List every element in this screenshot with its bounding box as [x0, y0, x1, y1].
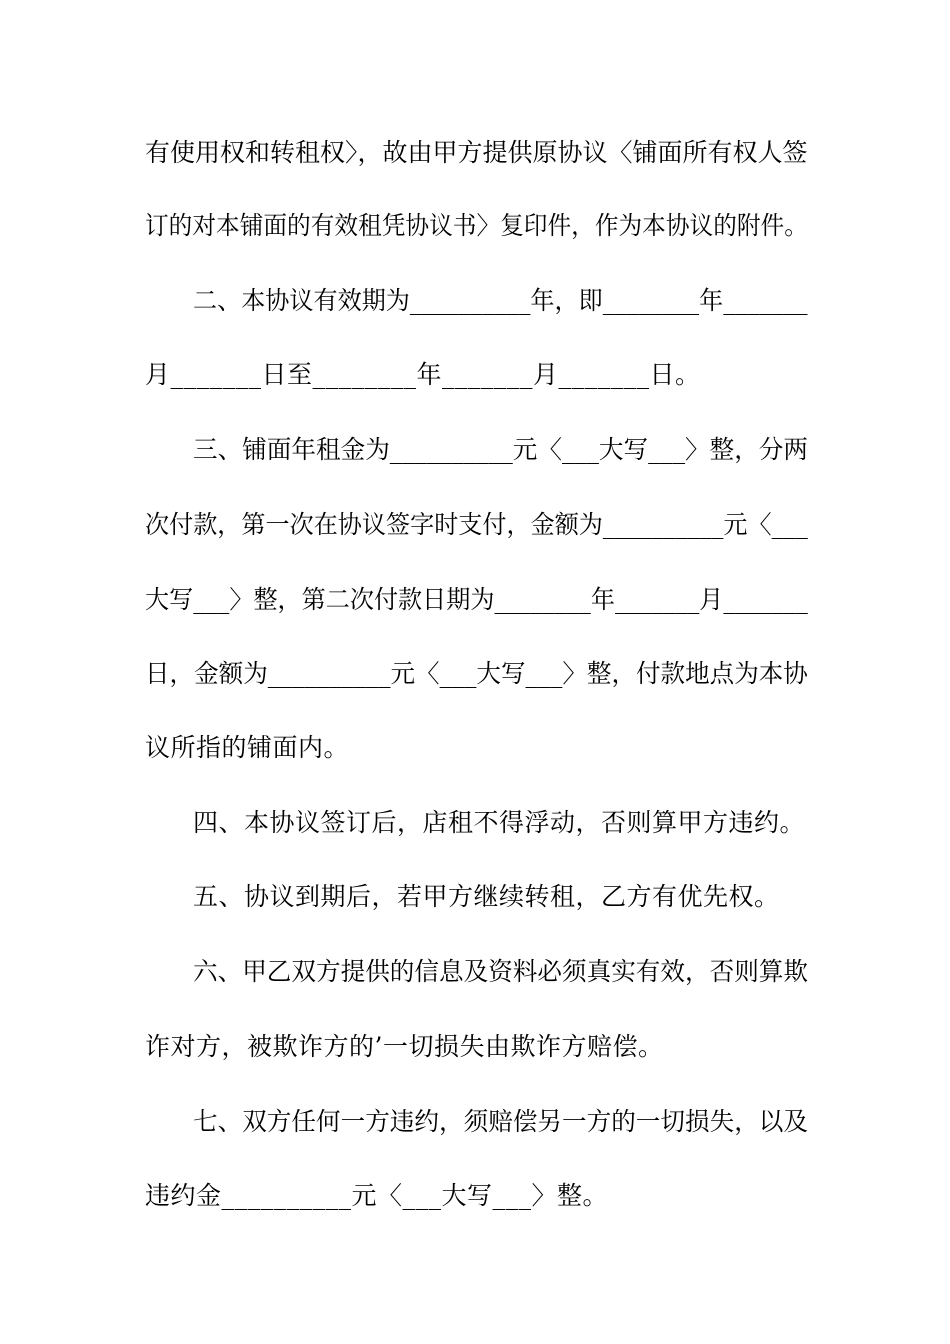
clause-6-line: 六、甲乙双方提供的信息及资料必须真实有效，否则算欺: [193, 957, 809, 986]
text-line: 大写___〉整，第二次付款日期为________年_______月_______: [145, 585, 808, 614]
text-line: 违约金__________元〈___大写___〉整。: [145, 1181, 609, 1210]
text-line: 议所指的铺面内。: [145, 733, 350, 762]
text-line: 次付款，第一次在协议签字时支付，金额为__________元〈___: [145, 510, 808, 539]
clause-4-line: 四、本协议签订后，店租不得浮动，否则算甲方违约。: [193, 808, 806, 837]
text-line: 订的对本铺面的有效租凭协议书〉复印件，作为本协议的附件。: [145, 211, 808, 240]
clause-2-line: 二、本协议有效期为__________年，即________年_______: [193, 286, 808, 315]
text-line: 诈对方，被欺诈方的’一切损失由欺诈方赔偿。: [145, 1032, 664, 1061]
clause-7-line: 七、双方任何一方违约，须赔偿另一方的一切损失，以及: [193, 1107, 809, 1136]
text-line: 有使用权和转租权〉，故由甲方提供原协议〈铺面所有权人签: [145, 138, 808, 167]
text-line: 月_______日至________年_______月_______日。: [145, 360, 701, 389]
clause-3-line: 三、铺面年租金为__________元〈___大写___〉整，分两: [193, 435, 809, 464]
text-line: 日，金额为__________元〈___大写___〉整，付款地点为本协: [145, 659, 808, 688]
clause-5-line: 五、协议到期后，若甲方继续转租，乙方有优先权。: [193, 882, 780, 911]
